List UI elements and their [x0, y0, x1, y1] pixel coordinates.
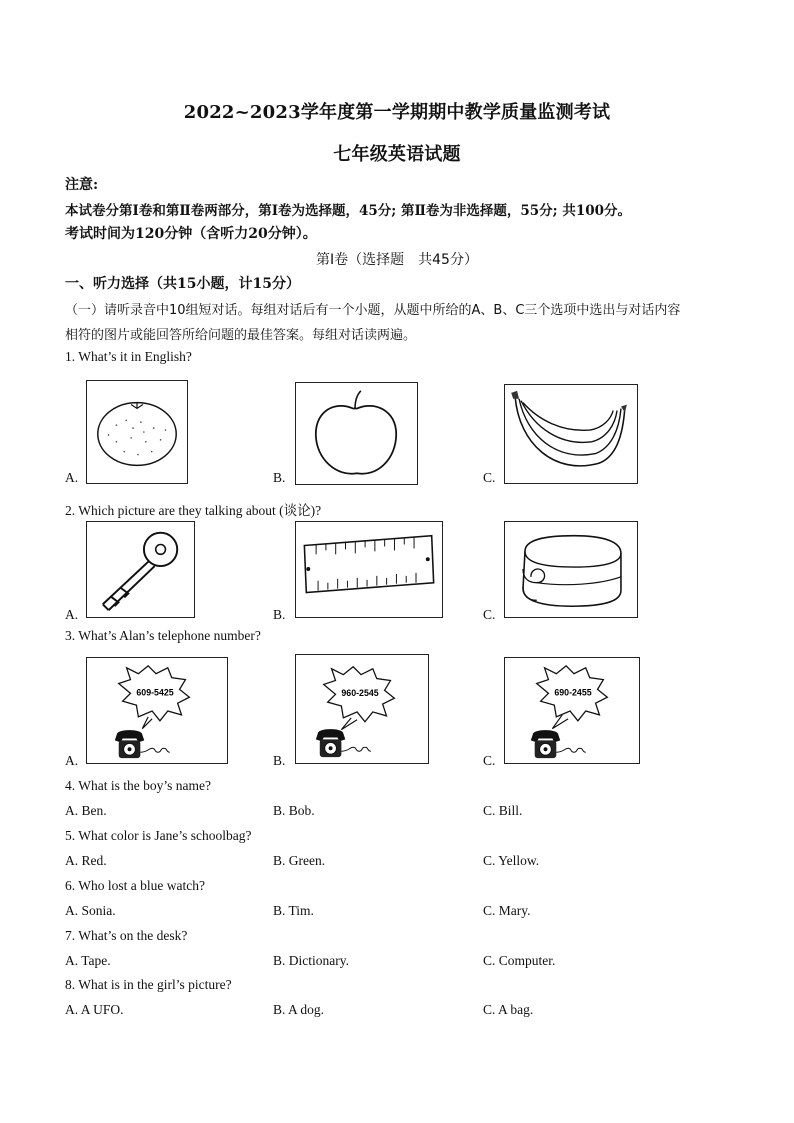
telephone-icon: [296, 655, 428, 763]
q1-option-b-apple-picture[interactable]: [295, 382, 418, 485]
notice-line-2: 考试时间为120分钟（含听力20分钟）。: [65, 226, 317, 242]
q2-option-c-quilt-picture[interactable]: [504, 521, 638, 618]
q4-option-a[interactable]: A. Ben.: [65, 803, 107, 818]
banana-icon: [505, 385, 637, 483]
q7-option-b[interactable]: B. Dictionary.: [273, 953, 349, 968]
q5-option-a[interactable]: A. Red.: [65, 853, 107, 868]
q3-option-a-phone-picture[interactable]: [86, 657, 228, 764]
q3-option-b-label: B.: [273, 753, 286, 768]
page-title: 2022~2023学年度第一学期期中教学质量监测考试: [183, 102, 611, 123]
ruler-icon: [296, 522, 442, 617]
q3-a-number: 609-5425: [136, 687, 174, 698]
question-5: 5. What color is Jane’s schoolbag?: [65, 828, 252, 843]
question-8: 8. What is in the girl’s picture?: [65, 977, 232, 992]
orange-icon: [87, 381, 187, 483]
q8-option-b[interactable]: B. A dog.: [273, 1002, 325, 1017]
q2-option-c-label: C.: [483, 607, 496, 622]
q3-b-number: 960-2545: [341, 688, 379, 699]
q8-option-a[interactable]: A. A UFO.: [65, 1002, 124, 1017]
q4-option-b[interactable]: B. Bob.: [273, 803, 315, 818]
key-icon: [87, 522, 194, 617]
telephone-icon: [87, 658, 227, 763]
q1-option-b-label: B.: [273, 470, 286, 485]
q8-option-c[interactable]: C. A bag.: [483, 1002, 534, 1017]
section-heading: 一、听力选择（共15小题，计15分）: [65, 276, 300, 292]
q6-option-a[interactable]: A. Sonia.: [65, 903, 116, 918]
question-4: 4. What is the boy’s name?: [65, 778, 211, 793]
question-7: 7. What’s on the desk?: [65, 928, 188, 943]
notice-label: 注意:: [65, 177, 99, 193]
q5-option-b[interactable]: B. Green.: [273, 853, 326, 868]
q3-option-a-label: A.: [65, 753, 79, 768]
notice-line-1: 本试卷分第Ⅰ卷和第Ⅱ卷两部分，第Ⅰ卷为选择题，45分; 第Ⅱ卷为非选择题，55分; 共100分。: [65, 203, 632, 219]
q2-option-a-label: A.: [65, 607, 79, 622]
question-6: 6. Who lost a blue watch?: [65, 878, 205, 893]
quilt-icon: [505, 522, 637, 617]
question-1: 1. What’s it in English?: [65, 349, 192, 364]
q2-option-a-key-picture[interactable]: [86, 521, 195, 618]
q7-option-a[interactable]: A. Tape.: [65, 953, 111, 968]
q3-c-number: 690-2455: [554, 687, 592, 698]
page-subtitle: 七年级英语试题: [333, 144, 461, 165]
q7-option-c[interactable]: C. Computer.: [483, 953, 556, 968]
q1-option-c-label: C.: [483, 470, 496, 485]
q1-option-a-orange-picture[interactable]: [86, 380, 188, 484]
instruction-line-2: 相符的图片或能回答所给问题的最佳答案。每组对话读两遍。: [65, 328, 417, 343]
instruction-line-1: （一）请听录音中10组短对话。每组对话后有一个小题，从题中所给的A、B、C三个选项中选出与对话内容: [65, 303, 681, 318]
telephone-icon: [505, 658, 639, 763]
question-3: 3. What’s Alan’s telephone number?: [65, 628, 261, 643]
q3-option-c-phone-picture[interactable]: [504, 657, 640, 764]
q3-option-c-label: C.: [483, 753, 496, 768]
q2-option-b-label: B.: [273, 607, 286, 622]
q6-option-c[interactable]: C. Mary.: [483, 903, 531, 918]
question-2: 2. Which picture are they talking about (谈论)?: [65, 503, 322, 518]
q4-option-c[interactable]: C. Bill.: [483, 803, 523, 818]
q2-option-b-ruler-picture[interactable]: [295, 521, 443, 618]
q3-option-b-phone-picture[interactable]: [295, 654, 429, 764]
q5-option-c[interactable]: C. Yellow.: [483, 853, 540, 868]
q1-option-c-bananas-picture[interactable]: [504, 384, 638, 484]
apple-icon: [296, 383, 417, 484]
q1-option-a-label: A.: [65, 470, 79, 485]
part-heading: 第Ⅰ卷（选择题 共45分）: [316, 252, 478, 268]
q6-option-b[interactable]: B. Tim.: [273, 903, 314, 918]
